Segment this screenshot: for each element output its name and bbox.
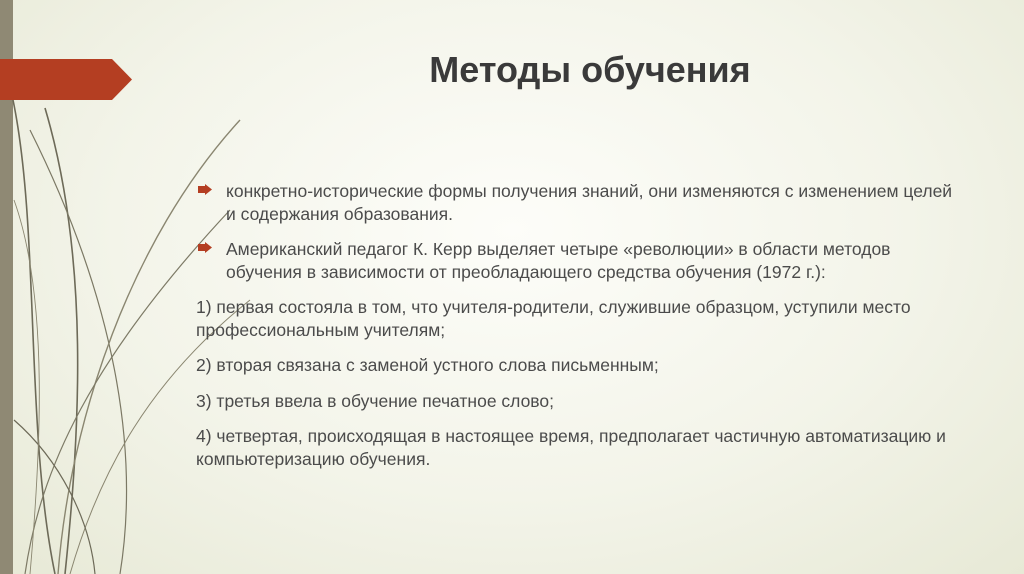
- slide-content: [196, 180, 956, 483]
- bullet-text: Американский педагог К. Керр выделяет четыре «революции» в области методов обучения в зависимости от преобладающего средства обучения (1972 г.):: [226, 239, 891, 282]
- paragraph-item: 2) вторая связана с заменой устного слова письменным;: [196, 355, 659, 375]
- arrow-bullet-icon: [198, 184, 212, 195]
- paragraph-item: 1) первая состояла в том, что учителя-родители, служившие образцом, уступили место профессиональным учителям;: [196, 297, 911, 340]
- bullet-text: конкретно-исторические формы получения знаний, они изменяются с изменением целей и содержания образования.: [226, 181, 953, 224]
- slide-title: Методы обучения: [429, 49, 751, 90]
- bullet-item: [196, 238, 956, 283]
- bullet-item: [196, 180, 956, 225]
- arrow-bullet-icon: [198, 242, 212, 253]
- title-arrow-icon: [0, 59, 132, 100]
- paragraph-item: 4) четвертая, происходящая в настоящее время, предполагает частичную автоматизацию и компьютеризацию обучения.: [196, 426, 946, 469]
- paragraph-item: 3) третья ввела в обучение печатное слово;: [196, 390, 554, 411]
